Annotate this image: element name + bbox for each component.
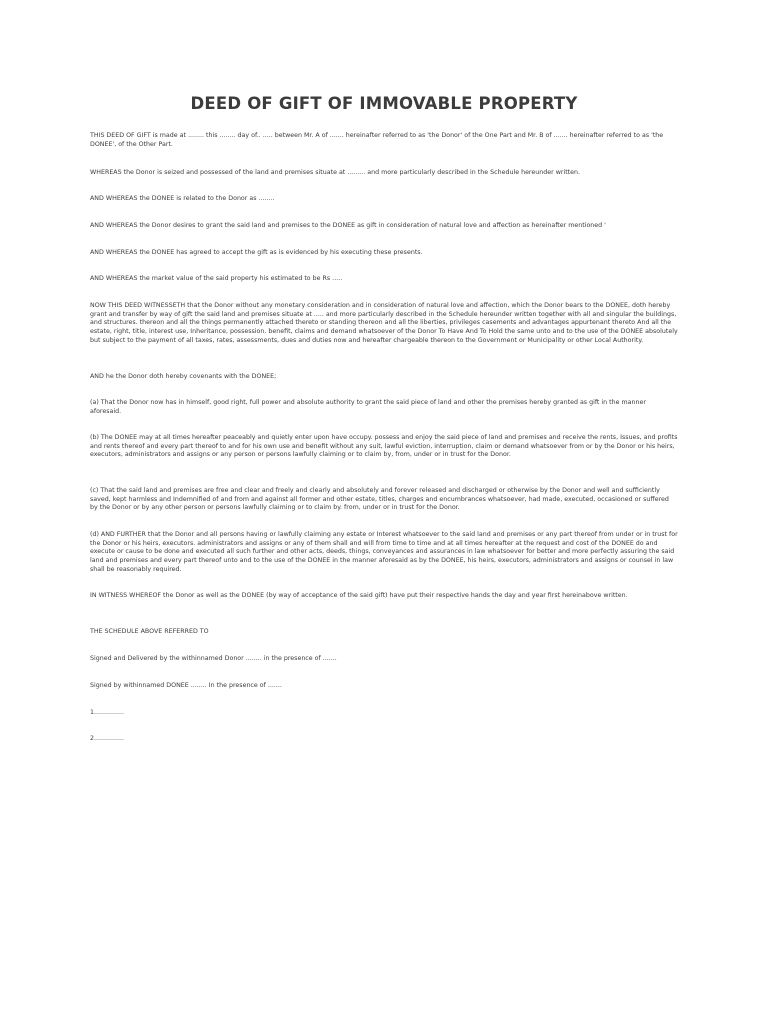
paragraph-witnesseth: NOW THIS DEED WITNESSETH that the Donor without any monetary consideration and in consideration of natural love and affection, which the Donor bears to the DONEE, doth hereby grant and transfer by way of gift the said land and premises situate at ..... and more particularly described in the Schedule hereunder written together with all and singular the buildings, and structures. thereon and all the things permanently attached thereto or standing thereon and all the liberties, privileges casements and advantages appurtenant thereto And all the estate, right, title, interest use, Inheritance, possession. benefit, claims and demand whatsoever of the Donor To Have And To Hold the same unto and to the use of the DONEE absolutely but subject to the payment of all taxes, rates, assessments, dues and duties now and hereafter chargeable thereon to the Government or Municipality or other Local Authority. — [90, 302, 678, 344]
paragraph-covenant-b: (b) The DONEE may at all times hereafter peaceably and quietly enter upon have occupy. possess and enjoy the said piece of land and premises and receive the rents, Issues, and profits and rents thereof and every part thereof to and for his own use and benefit without any suit, lawful eviction, interruption, claim or demand whatsoever from or by the Donor or his heirs, executors, administrators and assigns or any person or persons lawfully claiming or to claim by, from, under or in trust for the Donor. — [90, 434, 678, 459]
paragraph-whereas-agreed: AND WHEREAS the DONEE has agreed to accept the gift as is evidenced by his executing these presents. — [90, 249, 423, 256]
paragraph-whereas-market-value: AND WHEREAS the market value of the said property his estimated to be Rs ..... — [90, 275, 343, 282]
paragraph-preamble: THIS DEED OF GIFT is made at ........ this ........ day of.. ..... between Mr. A of ....... hereinafter referred to as 'the Donor' of the One Part and Mr. B of ....... hereinafter referred to as 'the DONEE', of the Other Part. — [90, 132, 664, 148]
paragraph-witness-1: 1............... — [90, 709, 125, 716]
paragraph-whereas-seized: WHEREAS the Donor is seized and possessed of the land and premises situate at ......... and more particularly described in the Schedule hereunder written. — [90, 169, 580, 176]
paragraph-signed-donee: Signed by withinnamed DONEE ........ In the presence of ....... — [90, 682, 282, 689]
paragraph-whereas-related: AND WHEREAS the DONEE is related to the Donor as ........ — [90, 195, 275, 202]
paragraph-covenant-a: (a) That the Donor now has in himself, good right, full power and absolute authority to grant the said piece of land and other the premises hereby granted as gift in the manner aforesaid. — [90, 399, 646, 415]
paragraph-signed-donor: Signed and Delivered by the withinnamed Donor ........ in the presence of ....... — [90, 655, 337, 662]
paragraph-covenant-d: (d) AND FURTHER that the Donor and all persons having or lawfully claiming any estate or Interest whatsoever to the said land and premises or any part thereof from under or in trust for the Donor or his heirs, executors. administrators and assigns or any of them shall and will from time to time and at all times hereafter at the request and cost of the DONEE do and execute or cause to be done and executed all such further and other acts, deeds, things, conveyances and assurances in law whatsoever for better and more perfectly assuring the said land and premises and every part thereof unto and to the use of the DONEE in the manner aforesaid as by the DONEE, his heirs, executors, administrators and assigns or counsel in law shall be reasonably required. — [90, 531, 678, 573]
paragraph-in-witness: IN WITNESS WHEREOF the Donor as well as the DONEE (by way of acceptance of the said gift) have put their respective hands the day and year first hereinabove written. — [90, 592, 628, 599]
paragraph-witness-2: 2............... — [90, 735, 125, 742]
paragraph-schedule-heading: THE SCHEDULE ABOVE REFERRED TO — [90, 628, 209, 635]
paragraph-covenant-c: (c) That the said land and premises are free and clear and freely and clearly and absolutely and forever released and discharged or otherwise by the Donor and well and sufficiently saved, kept harmless and Indemnified of and from and against all former and other estate, titles, charges and encumbrances whatsoever, had made, executed, occasioned or suffered by the Donor or by any other person or persons lawfully claiming or to claim by. from, under or in trust for the Donor. — [90, 487, 669, 512]
paragraph-whereas-desires: AND WHEREAS the Donor desires to grant the said land and premises to the DONEE as gift in consideration of natural love and affection as hereinafter mentioned ' — [90, 222, 606, 229]
paragraph-covenants-intro: AND he the Donor doth hereby covenants with the DONEE; — [90, 373, 277, 380]
document-title: DEED OF GIFT OF IMMOVABLE PROPERTY — [190, 94, 578, 113]
